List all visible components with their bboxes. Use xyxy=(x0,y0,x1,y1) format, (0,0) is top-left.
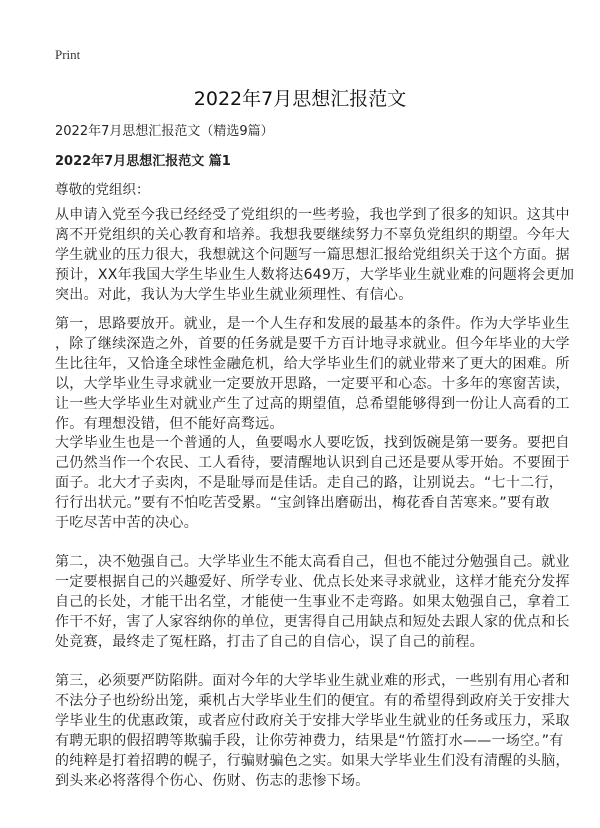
paragraph-line: 离不开党组织的关心教育和培养。我想我要继续努力不辜负党组织的期望。今年大 xyxy=(55,227,570,243)
paragraph-line: 让一些大学毕业生对就业产生了过高的期望值，总希望能够得到一份让人高看的工 xyxy=(55,396,570,412)
paragraph-line: 第二，决不勉强自己。大学毕业生不能太高看自己，但也不能过分勉强自己。就业 xyxy=(55,554,570,570)
paragraph-line: 预计，XX年我国大学生毕业生人数将达649万，大学毕业生就业难的问题将会更加 xyxy=(55,267,575,283)
paragraph-line: 生比往年，又恰逢全球性金融危机，给大学毕业生们的就业带来了更大的困难。所 xyxy=(55,356,570,372)
paragraph-line: 第一，思路要放开。就业，是一个人生存和发展的最基本的条件。作为大学毕业生 xyxy=(55,316,570,332)
paragraph-line: 不法分子也纷纷出笼，乘机占大学毕业生们的便宜。有的希望得到政府关于安排大 xyxy=(55,693,570,709)
document-subtitle: 2022年7月思想汇报范文（精选9篇） xyxy=(55,124,274,139)
paragraph-line: 于吃尽苦中苦的决心。 xyxy=(55,515,198,531)
paragraph-line: 学生就业的压力很大，我想就这个问题写一篇思想汇报给党组织关于这个方面。据 xyxy=(55,247,570,263)
greeting: 尊敬的党组织： xyxy=(55,182,150,198)
paragraph-line: 自己的长处，才能干出名堂，才能使一生事业不走弯路。如果太勉强自己，拿着工 xyxy=(55,594,570,610)
paragraph-line: 作。有理想没错，但不能好高骛远。 xyxy=(55,416,284,432)
paragraph-line: 作干不好，害了人家容纳你的单位，更害得自己用缺点和短处去跟人家的优点和长 xyxy=(55,614,570,630)
section-heading: 2022年7月思想汇报范文 篇1 xyxy=(55,154,231,169)
paragraph-line: 到头来必将落得个伤心、伤财、伤志的悲惨下场。 xyxy=(55,773,370,789)
paragraph-line: 处竞赛，最终走了冤枉路，打击了自己的自信心，误了自己的前程。 xyxy=(55,634,484,650)
body-paragraph xyxy=(55,314,570,434)
body-paragraph xyxy=(55,552,570,652)
paragraph-line: 学毕业生的优惠政策，或者应付政府关于安排大学毕业生就业的任务或压力，采取 xyxy=(55,713,570,729)
paragraph-line: 面子。北大才子卖肉，不是耻辱而是佳话。走自己的路，让别说去。“七十二行， xyxy=(55,475,564,491)
paragraph-line: 的纯粹是打着招聘的幌子，行骗财骗色之实。如果大学毕业生们没有清醒的头脑， xyxy=(55,753,570,769)
paragraph-line: 从申请入党至今我已经经受了党组织的一些考验，我也学到了很多的知识。这其中 xyxy=(55,207,570,223)
document-title: 2022年7月思想汇报范文 xyxy=(193,88,407,110)
paragraph-line: 大学毕业生也是一个普通的人，鱼要喝水人要吃饭，找到饭碗是第一要务。要把自 xyxy=(55,435,570,451)
paragraph-line: 第三，必须要严防陷阱。面对今年的大学毕业生就业难的形式，一些别有用心者和 xyxy=(55,673,570,689)
paragraph-line: 行行出状元。”要有不怕吃苦受累。“宝剑锋出磨砺出，梅花香自苦寒来。”要有敢 xyxy=(55,495,550,511)
paragraph-line: ，除了继续深造之外，首要的任务就是要千方百计地寻求就业。但今年毕业的大学 xyxy=(55,336,570,352)
paragraph-line: 以，大学毕业生寻求就业一定要放开思路，一定要平和心态。十多年的寒窗苦读， xyxy=(55,376,570,392)
paragraph-line: 有聘无职的假招聘等欺骗手段，让你劳神费力，结果是“竹篮打水——一场空。”有 xyxy=(55,733,564,749)
body-paragraph xyxy=(55,205,575,305)
paragraph-line: 突出。对此，我认为大学生毕业生就业须理性、有信心。 xyxy=(55,287,413,303)
paragraph-line: 一定要根据自己的兴趣爱好、所学专业、优点长处来寻求就业，这样才能充分发挥 xyxy=(55,574,570,590)
print-link[interactable]: Print xyxy=(55,47,81,62)
body-paragraph xyxy=(55,433,570,533)
body-paragraph xyxy=(55,671,570,791)
paragraph-line: 己仍然当作一个农民、工人看待，要清醒地认识到自己还是要从零开始。不要囿于 xyxy=(55,455,570,471)
